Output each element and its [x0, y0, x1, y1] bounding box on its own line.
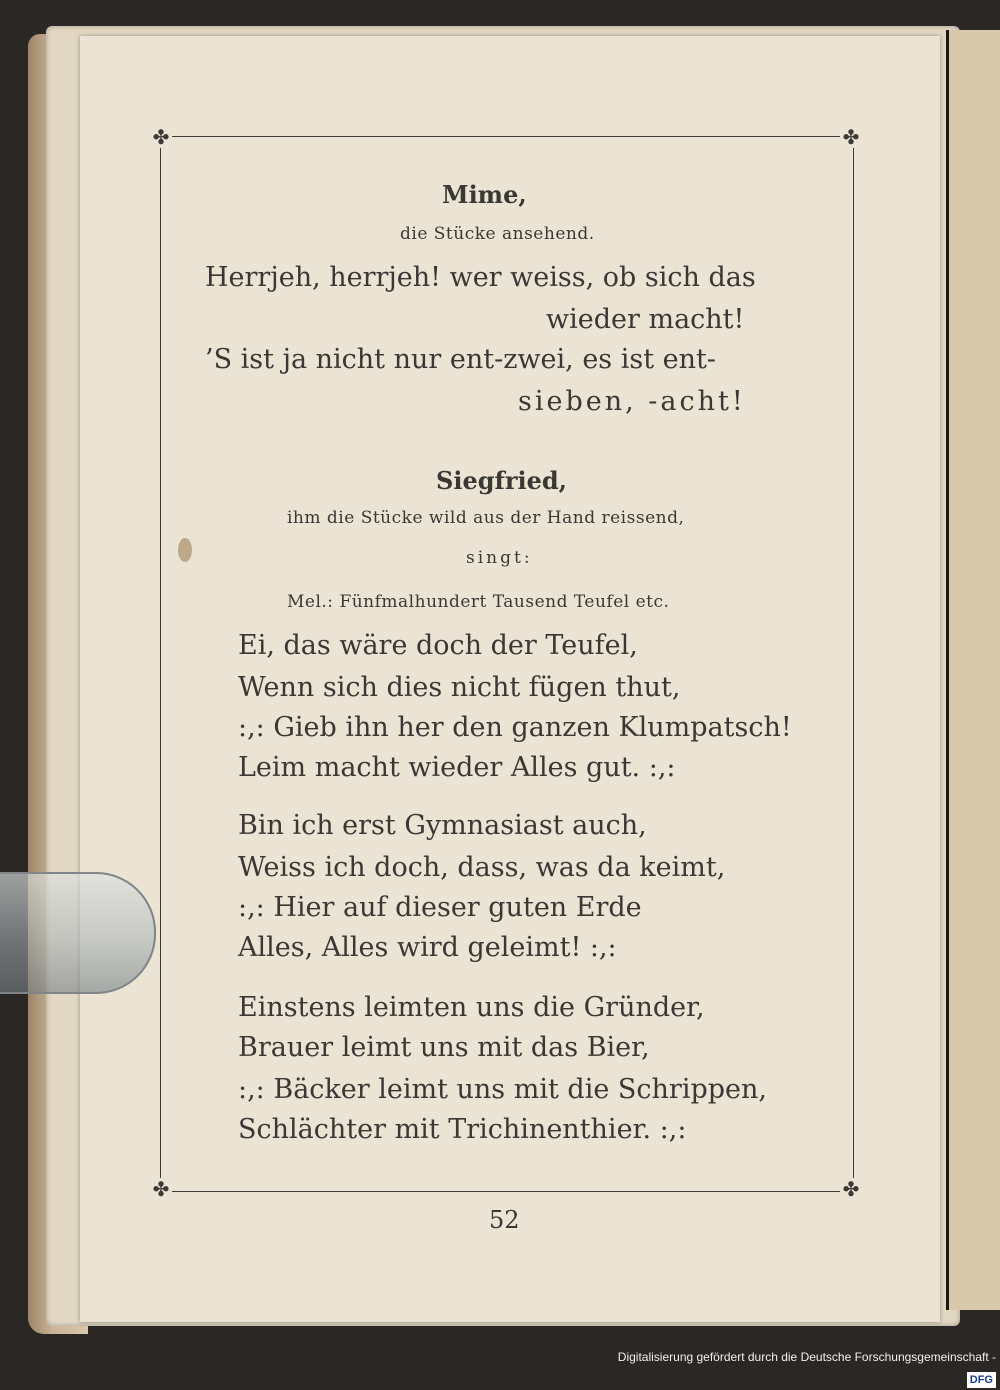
stage-direction-mime: die Stücke ansehend. — [400, 224, 595, 244]
verse-line: Herrjeh, herrjeh! wer weiss, ob sich das — [205, 262, 756, 293]
singt-label: singt: — [466, 548, 533, 568]
stanza-line: Weiss ich doch, dass, was da keimt, — [238, 852, 726, 883]
footer-text: Digitalisierung gefördert durch die Deutsche Forschungsgemeinschaft - — [617, 1350, 996, 1364]
corner-ornament-icon: ✤ — [840, 126, 862, 148]
stanza-line: Ei, das wäre doch der Teufel, — [238, 630, 638, 661]
verse-line: ’S ist ja nicht nur ent-zwei, es ist ent- — [205, 344, 717, 375]
melody-note: Mel.: Fünfmalhundert Tausend Teufel etc. — [287, 592, 670, 612]
paper-stain — [178, 538, 192, 562]
verse-line: wieder macht! — [546, 304, 745, 335]
stanza-line: Wenn sich dies nicht fügen thut, — [238, 672, 681, 703]
stanza-line: Alles, Alles wird geleimt! :,: — [238, 932, 617, 963]
verse-line: sieben, -acht! — [518, 386, 746, 417]
stanza-line: :,: Bäcker leimt uns mit die Schrippen, — [238, 1074, 767, 1105]
stanza-line: Einstens leimten uns die Gründer, — [238, 992, 705, 1023]
dfg-logo-icon: DFG — [967, 1372, 996, 1388]
corner-ornament-icon: ✤ — [150, 1178, 172, 1200]
stanza-line: Leim macht wieder Alles gut. :,: — [238, 752, 676, 783]
page-number: 52 — [489, 1206, 520, 1234]
stanza-line: :,: Hier auf dieser guten Erde — [238, 892, 642, 923]
corner-ornament-icon: ✤ — [840, 1178, 862, 1200]
stanza-line: Bin ich erst Gymnasiast auch, — [238, 810, 647, 841]
corner-ornament-icon: ✤ — [150, 126, 172, 148]
footer-credit — [600, 1346, 1000, 1386]
facing-page-edge — [946, 30, 1000, 1310]
stanza-line: Schlächter mit Trichinenthier. :,: — [238, 1114, 687, 1145]
speaker-siegfried: Siegfried, — [436, 466, 567, 495]
speaker-mime: Mime, — [442, 180, 527, 209]
stanza-line: :,: Gieb ihn her den ganzen Klumpatsch! — [238, 712, 792, 743]
stanza-line: Brauer leimt uns mit das Bier, — [238, 1032, 650, 1063]
glass-page-holder — [0, 872, 156, 994]
stage-direction-siegfried: ihm die Stücke wild aus der Hand reissend, — [287, 508, 685, 528]
